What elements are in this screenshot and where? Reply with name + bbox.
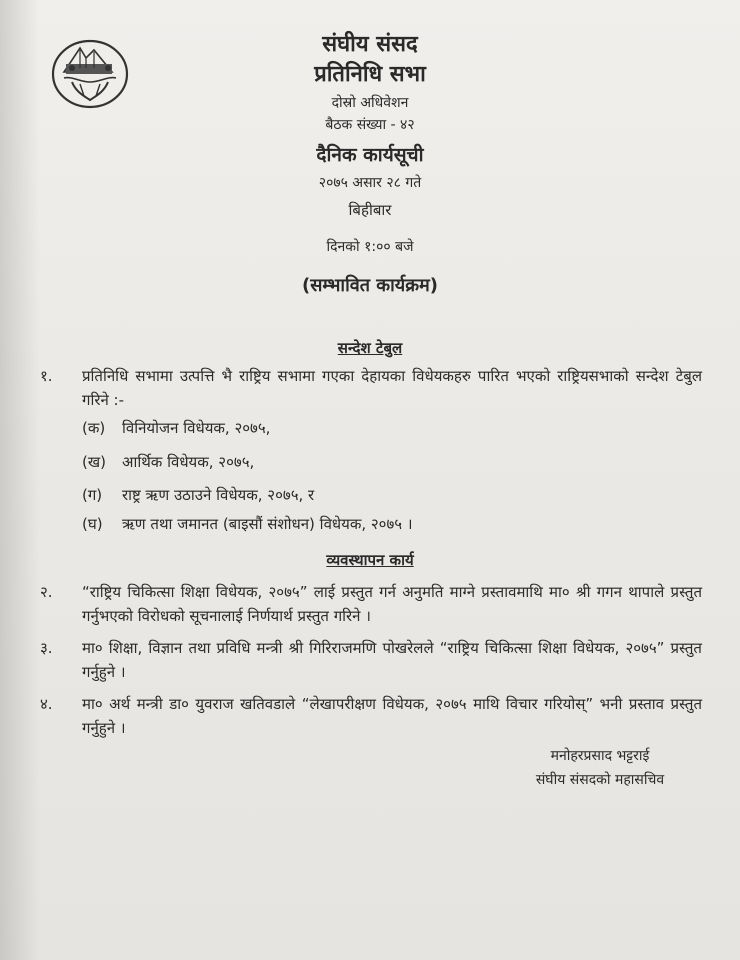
sub-item-label: (क) bbox=[82, 419, 106, 437]
item-text: प्रतिनिधि सभामा उत्पत्ति भै राष्ट्रिय सभामा गएका देहायका विधेयकहरु पारित भएको राष्ट्रियसभाको सन्देश टेबुल गरिने :- bbox=[82, 367, 702, 409]
sub-item-text: राष्ट्र ऋण उठाउने विधेयक, २०७५, र bbox=[122, 486, 315, 504]
date-text: २०७५ असार २८ गते bbox=[318, 175, 422, 191]
title-federal-parliament: संघीय संसद bbox=[322, 32, 418, 57]
sub-item-label: (घ) bbox=[82, 515, 103, 533]
sub-item-label: (ग) bbox=[82, 486, 103, 504]
day-text: बिहीबार bbox=[348, 201, 392, 219]
section-legislation: व्यवस्थापन कार्य bbox=[326, 551, 414, 569]
item-text: “राष्ट्रिय चिकित्सा शिक्षा विधेयक, २०७५” लाई प्रस्तुत गर्न अनुमति माग्ने प्रस्तावमाथि मा० श्री गगन थापाले प्रस्तुत गर्नुभएको विरोधको सूचनालाई निर्णयार्थ प्रस्तुत गरिने । bbox=[82, 583, 702, 625]
sub-item-text: ऋण तथा जमानत (बाइसौं संशोधन) विधेयक, २०७५ । bbox=[122, 515, 413, 533]
agenda-title: दैनिक कार्यसूची bbox=[316, 144, 424, 166]
meeting-number: बैठक संख्या - ४२ bbox=[325, 117, 415, 133]
section-message-table: सन्देश टेबुल bbox=[337, 339, 403, 357]
page-edge-shadow bbox=[0, 0, 40, 960]
title-house-of-representatives: प्रतिनिधि सभा bbox=[314, 62, 426, 87]
document-header bbox=[220, 30, 520, 300]
sub-item-label: (ख) bbox=[82, 453, 106, 471]
item-text: मा० शिक्षा, विज्ञान तथा प्रविधि मन्त्री श्री गिरिराजमणि पोखरेलले “राष्ट्रिय चिकित्सा शिक्षा विधेयक, २०७५” प्रस्तुत गर्नुहुने । bbox=[82, 639, 702, 681]
signatory-name: मनोहरप्रसाद भट्टराई bbox=[550, 748, 650, 764]
program-heading: (सम्भावित कार्यक्रम) bbox=[301, 275, 439, 296]
time-text: दिनको १:०० बजे bbox=[326, 239, 414, 255]
item-number: २. bbox=[40, 583, 53, 601]
signature-block bbox=[500, 744, 700, 792]
item-number: १. bbox=[40, 367, 53, 385]
sub-item-text: विनियोजन विधेयक, २०७५, bbox=[122, 419, 271, 437]
item-number: ३. bbox=[40, 639, 53, 657]
session-label: दोस्रो अधिवेशन bbox=[331, 95, 409, 111]
item-text: मा० अर्थ मन्त्री डा० युवराज खतिवडाले “लेखापरीक्षण विधेयक, २०७५ माथि विचार गरियोस्” भनी प्रस्ताव प्रस्तुत गर्नुहुने । bbox=[82, 695, 702, 737]
sub-item-gha bbox=[82, 512, 682, 536]
parliament-emblem-logo bbox=[50, 38, 130, 110]
sub-item-ka bbox=[82, 416, 682, 440]
item-number: ४. bbox=[40, 695, 53, 713]
sub-item-ga bbox=[82, 483, 682, 507]
signatory-designation: संघीय संसदको महासचिव bbox=[535, 772, 665, 788]
sub-item-text: आर्थिक विधेयक, २०७५, bbox=[122, 453, 255, 471]
sub-item-kha bbox=[82, 450, 682, 474]
